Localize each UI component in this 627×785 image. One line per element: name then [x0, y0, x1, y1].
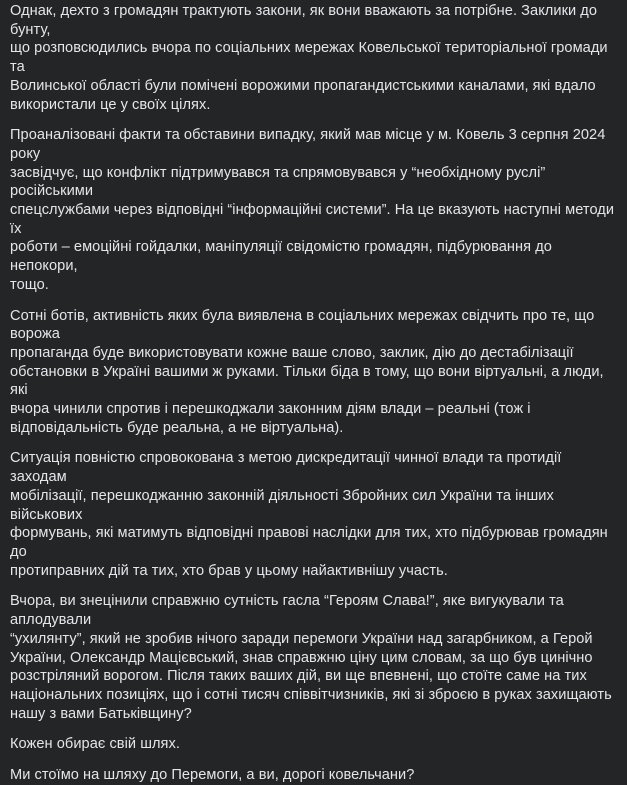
paragraph-bots: Сотні ботів, активність яких була виявлена в соціальних мережах свідчить про те, що ворожа пропаганда буде використовувати кожне ваше слово, заклик, дію до дестабілізації обстановки в Україні вашими ж руками. Тільки біда в тому, що вони віртуальні, а люди, які вчора чинили спротив і перешкоджали законним діям влади – реальні (тож і відповідальність буде реальна, а не віртуальна). [10, 307, 604, 436]
paragraph-choice: Кожен обирає свій шлях. [10, 736, 180, 753]
paragraph-analysis: Проаналізовані факти та обставини випадку, який мав місце у м. Ковель 3 серпня 2024 року засвідчує, що конфлікт підтримувався та спрямовувався у “необхідному руслі” російськими спецслужбами через відповідні “інформаційні системи”. На це вказують наступні методи їх роботи – емоційні гойдалки, маніпуляції свідомістю громадян, підбурювання до непокори, тощо. [10, 127, 615, 293]
paragraph-heroes: Вчора, ви знецінили справжню сутність гасла “Героям Слава!”, яке вигукували та аплодували “ухилянту”, який не зробив нічого заради перемоги України над загарбником, а Герой України, Олександр Мацієвський, знав справжню ціну цим словам, за що був цинічно розстріляний ворогом. Після таких ваших дій, ви ще впевнені, що стоїте саме на тих національних позиціях, що і сотні тисяч співвітчизників, які зі зброєю в руках захищають нашу з вами Батьківщину? [10, 593, 612, 722]
paragraph-situation: Ситуація повністю спровокована з метою дискредитації чинної влади та протидії заходам мобілізації, перешкоджанню законній діяльності Збройних сил України та інших військових формувань, які матимуть відповідні правові наслідки для тих, хто підбурював громадян до протиправних дій та тих, хто брав у цьому найактивнішу участь. [10, 450, 608, 579]
paragraph-closing-question: Ми стоїмо на шляху до Перемоги, а ви, дорогі ковельчани? [10, 767, 415, 784]
paragraph-intro: Однак, дехто з громадян трактують закони, як вони вважають за потрібне. Заклики до бунту, що розповсюдились вчора по соціальних мережах Ковельської територіальної громади та Волинської області були помічені ворожими пропагандистськими каналами, які вдало використали це у своїх цілях. [10, 3, 608, 113]
